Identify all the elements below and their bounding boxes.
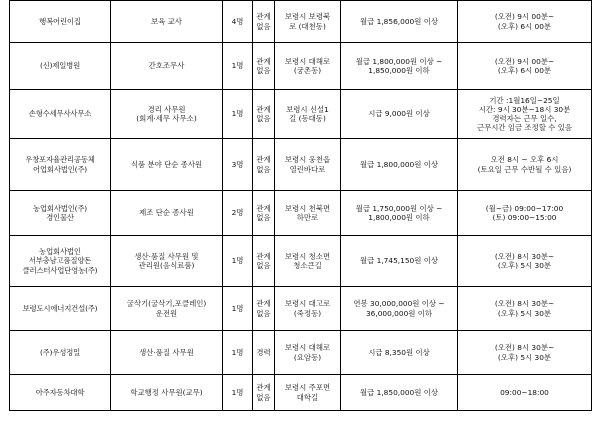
location-cell: 보령시 보령북 로 (대천동) [275, 1, 341, 43]
location-cell: 보령시 청소면 청소큰길 [275, 236, 341, 287]
company-cell: 보령도시에너지건설(주) [10, 287, 111, 331]
job-row [10, 90, 592, 139]
working-hours-cell: (오전) 9시 00분~ (오후) 6시 00분 [458, 1, 592, 43]
location-cell: 보령시 대고로 (죽정동) [275, 287, 341, 331]
headcount-cell: 1명 [223, 43, 253, 90]
job-listing-document [9, 0, 591, 410]
experience-cell: 관계 없음 [253, 1, 275, 43]
experience-cell: 경력 [253, 331, 275, 375]
working-hours-cell: 기간 :1월16일~25일 시간: 9시 30분~18시 30분 경력자는 근무 일수, 근무시간 임금 조정할 수 있음 [458, 90, 592, 139]
experience-cell: 관계 없음 [253, 375, 275, 411]
salary-cell: 월급 1,745,150원 이상 [341, 236, 458, 287]
position-cell: 굴삭기(굴삭기,포클레인) 운전원 [111, 287, 223, 331]
company-cell: (신)제일병원 [10, 43, 111, 90]
headcount-cell: 1명 [223, 287, 253, 331]
position-cell: 제조 단순 종사원 [111, 191, 223, 236]
salary-cell: 시급 8,350원 이상 [341, 331, 458, 375]
headcount-cell: 1명 [223, 331, 253, 375]
headcount-cell: 1명 [223, 90, 253, 139]
salary-cell: 월급 1,850,000원 이상 [341, 375, 458, 411]
salary-cell: 연봉 30,000,000원 이상 ~ 36,000,000원 이하 [341, 287, 458, 331]
company-cell: 농업회사법인(주) 경인물산 [10, 191, 111, 236]
job-rows [10, 1, 592, 411]
location-cell: 보령시 신설1 길 (동대동) [275, 90, 341, 139]
working-hours-cell: (오전) 8시 30분~ (오후) 5시 30분 [458, 287, 592, 331]
working-hours-cell: (오전) 8시 30분~ (오후) 5시 30분 [458, 236, 592, 287]
working-hours-cell: 오전 8시 ~ 오후 6시 (토요일 근무 수반될 수 있음) [458, 139, 592, 191]
working-hours-cell: (월~금) 09:00~17:00 (토) 09:00~15:00 [458, 191, 592, 236]
salary-cell: 월급 1,750,000원 이상 ~ 1,800,000원 이하 [341, 191, 458, 236]
experience-cell: 관계 없음 [253, 236, 275, 287]
experience-cell: 관계 없음 [253, 191, 275, 236]
headcount-cell: 3명 [223, 139, 253, 191]
experience-cell: 관계 없음 [253, 90, 275, 139]
salary-cell: 월급 1,800,000원 이상 [341, 139, 458, 191]
job-row [10, 191, 592, 236]
company-cell: (주)우성정밀 [10, 331, 111, 375]
location-cell: 보령시 천북면 하만로 [275, 191, 341, 236]
job-row [10, 287, 592, 331]
experience-cell: 관계 없음 [253, 139, 275, 191]
location-cell: 보령시 웅천읍 열린바다로 [275, 139, 341, 191]
job-row [10, 139, 592, 191]
company-cell: 손형수세무사사무소 [10, 90, 111, 139]
position-cell: 식품 분야 단순 종사원 [111, 139, 223, 191]
experience-cell: 관계 없음 [253, 43, 275, 90]
salary-cell: 시급 9,000원 이상 [341, 90, 458, 139]
job-listing-table [9, 0, 592, 411]
location-cell: 보령시 대해로 (요암동) [275, 331, 341, 375]
position-cell: 간호조무사 [111, 43, 223, 90]
working-hours-cell: (오전) 8시 30분~ (오후) 5시 30분 [458, 331, 592, 375]
position-cell: 생산·품질 사무원 및 관리원(음식료품) [111, 236, 223, 287]
job-row [10, 1, 592, 43]
company-cell: 아주자동차대학 [10, 375, 111, 411]
location-cell: 보령시 주포면 대학길 [275, 375, 341, 411]
headcount-cell: 1명 [223, 375, 253, 411]
salary-cell: 월급 1,856,000원 이상 [341, 1, 458, 43]
working-hours-cell: 09:00~18:00 [458, 375, 592, 411]
position-cell: 생산·품질 사무원 [111, 331, 223, 375]
position-cell: 보육 교사 [111, 1, 223, 43]
headcount-cell: 1명 [223, 236, 253, 287]
headcount-cell: 4명 [223, 1, 253, 43]
company-cell: 농업회사법인 서부충남고품질양돈 클러스터사업단영농(주) [10, 236, 111, 287]
job-row [10, 236, 592, 287]
experience-cell: 관계 없음 [253, 287, 275, 331]
working-hours-cell: (오전) 9시 00분~ (오후) 6시 00분 [458, 43, 592, 90]
location-cell: 보령시 대해로 (궁촌동) [275, 43, 341, 90]
company-cell: 행복어린이집 [10, 1, 111, 43]
position-cell: 경리 사무원 (회계·세무 사무소) [111, 90, 223, 139]
job-row [10, 331, 592, 375]
headcount-cell: 2명 [223, 191, 253, 236]
company-cell: 우창포자율관리공동체 어업회사법인(주) [10, 139, 111, 191]
salary-cell: 월급 1,800,000원 이상 ~ 1,850,000원 이하 [341, 43, 458, 90]
job-row [10, 375, 592, 411]
job-row [10, 43, 592, 90]
position-cell: 학교행정 사무원(교무) [111, 375, 223, 411]
